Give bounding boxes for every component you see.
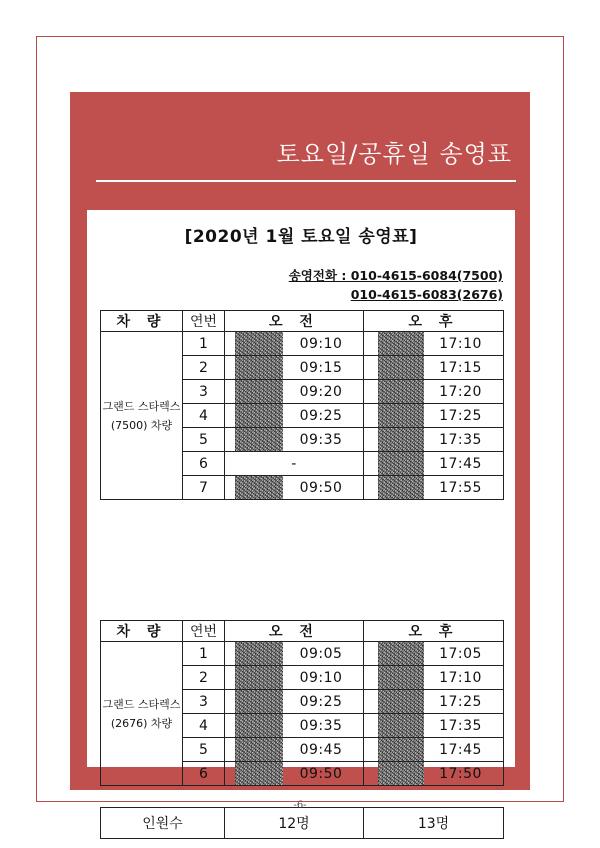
schedule-table-2676 — [100, 620, 504, 786]
pm-time: 17:35 — [439, 431, 482, 448]
am-time-cell — [225, 428, 364, 452]
headcount-table — [100, 807, 504, 839]
am-time-cell — [225, 356, 364, 380]
am-time: 09:10 — [299, 335, 343, 352]
seq-cell: 2 — [183, 356, 225, 380]
am-time-cell — [225, 452, 364, 476]
table-row — [101, 642, 504, 666]
seq-cell: 6 — [183, 452, 225, 476]
am-time-cell — [225, 738, 364, 762]
pm-time: 17:15 — [439, 359, 482, 376]
pm-time: 17:25 — [439, 693, 482, 710]
am-time-cell — [225, 666, 364, 690]
headcount-pm: 13명 — [364, 808, 504, 839]
pm-time-cell — [364, 452, 504, 476]
pm-time: 17:55 — [439, 479, 482, 496]
am-time: 09:25 — [299, 693, 343, 710]
seq-cell: 3 — [183, 380, 225, 404]
pm-time-cell — [364, 690, 504, 714]
pm-time-cell — [364, 666, 504, 690]
vehicle-cell — [101, 332, 183, 500]
pm-time-cell — [364, 332, 504, 356]
pm-time: 17:10 — [439, 669, 482, 686]
seq-cell: 4 — [183, 714, 225, 738]
am-time-cell — [225, 690, 364, 714]
vehicle-cell — [101, 642, 183, 786]
am-time: 09:50 — [299, 765, 343, 782]
pm-time-cell — [364, 738, 504, 762]
headcount-label: 인원수 — [101, 808, 225, 839]
am-time: - — [291, 455, 297, 472]
am-time: 09:10 — [299, 669, 343, 686]
am-time: 09:20 — [299, 383, 343, 400]
schedule-sheet — [87, 210, 515, 832]
am-time: 09:05 — [299, 645, 343, 662]
pm-time: 17:45 — [439, 741, 482, 758]
header-seq: 연번 — [183, 621, 225, 642]
header-am: 오 전 — [225, 311, 364, 332]
am-time-cell — [225, 762, 364, 786]
pm-time: 17:35 — [439, 717, 482, 734]
header-pm: 오 후 — [364, 311, 504, 332]
table-header-row — [101, 311, 504, 332]
pm-time: 17:50 — [439, 765, 482, 782]
banner-title: 토요일/공휴일 송영표 — [276, 140, 512, 168]
am-time-cell — [225, 404, 364, 428]
pm-time-cell — [364, 762, 504, 786]
header-seq: 연번 — [183, 311, 225, 332]
phone-line-2: 010-4615-6083(2676) — [350, 287, 503, 302]
pm-time-cell — [364, 714, 504, 738]
pm-time-cell — [364, 356, 504, 380]
seq-cell: 5 — [183, 428, 225, 452]
pm-time-cell — [364, 428, 504, 452]
seq-cell: 7 — [183, 476, 225, 500]
headcount-am: 12명 — [225, 808, 364, 839]
vehicle-label: 그랜드 스타렉스 (7500) 차량 — [102, 399, 181, 432]
seq-cell: 6 — [183, 762, 225, 786]
seq-cell: 2 — [183, 666, 225, 690]
am-time-cell — [225, 476, 364, 500]
am-time-cell — [225, 714, 364, 738]
pm-time-cell — [364, 380, 504, 404]
am-time: 09:15 — [299, 359, 343, 376]
seq-cell: 1 — [183, 642, 225, 666]
pm-time: 17:10 — [439, 335, 482, 352]
am-time: 09:25 — [299, 407, 343, 424]
banner-panel — [70, 92, 530, 832]
header-am: 오 전 — [225, 621, 364, 642]
am-time: 09:35 — [299, 431, 343, 448]
table-row — [101, 332, 504, 356]
seq-cell: 1 — [183, 332, 225, 356]
header-vehicle: 차 량 — [101, 621, 183, 642]
table-header-row — [101, 621, 504, 642]
pm-time: 17:05 — [439, 645, 482, 662]
document-title: [2020년 1월 토요일 송영표] — [184, 227, 418, 247]
pm-time: 17:20 — [439, 383, 482, 400]
am-time-cell — [225, 332, 364, 356]
pm-time-cell — [364, 642, 504, 666]
am-time: 09:45 — [299, 741, 343, 758]
am-time: 09:50 — [299, 479, 343, 496]
header-pm: 오 후 — [364, 621, 504, 642]
vehicle-label: 그랜드 스타렉스 (2676) 차량 — [102, 697, 181, 730]
am-time-cell — [225, 642, 364, 666]
headcount-row — [101, 808, 504, 839]
seq-cell: 5 — [183, 738, 225, 762]
banner-divider — [96, 180, 516, 182]
seq-cell: 4 — [183, 404, 225, 428]
schedule-table-7500 — [100, 310, 504, 500]
header-vehicle: 차 량 — [101, 311, 183, 332]
am-time: 09:35 — [299, 717, 343, 734]
pm-time-cell — [364, 404, 504, 428]
pm-time-cell — [364, 476, 504, 500]
pm-time: 17:45 — [439, 455, 482, 472]
am-time-cell — [225, 380, 364, 404]
seq-cell: 3 — [183, 690, 225, 714]
page-number: -6- — [293, 800, 307, 811]
pm-time: 17:25 — [439, 407, 482, 424]
phone-line-1: 송영전화 : 010-4615-6084(7500) — [288, 268, 503, 283]
